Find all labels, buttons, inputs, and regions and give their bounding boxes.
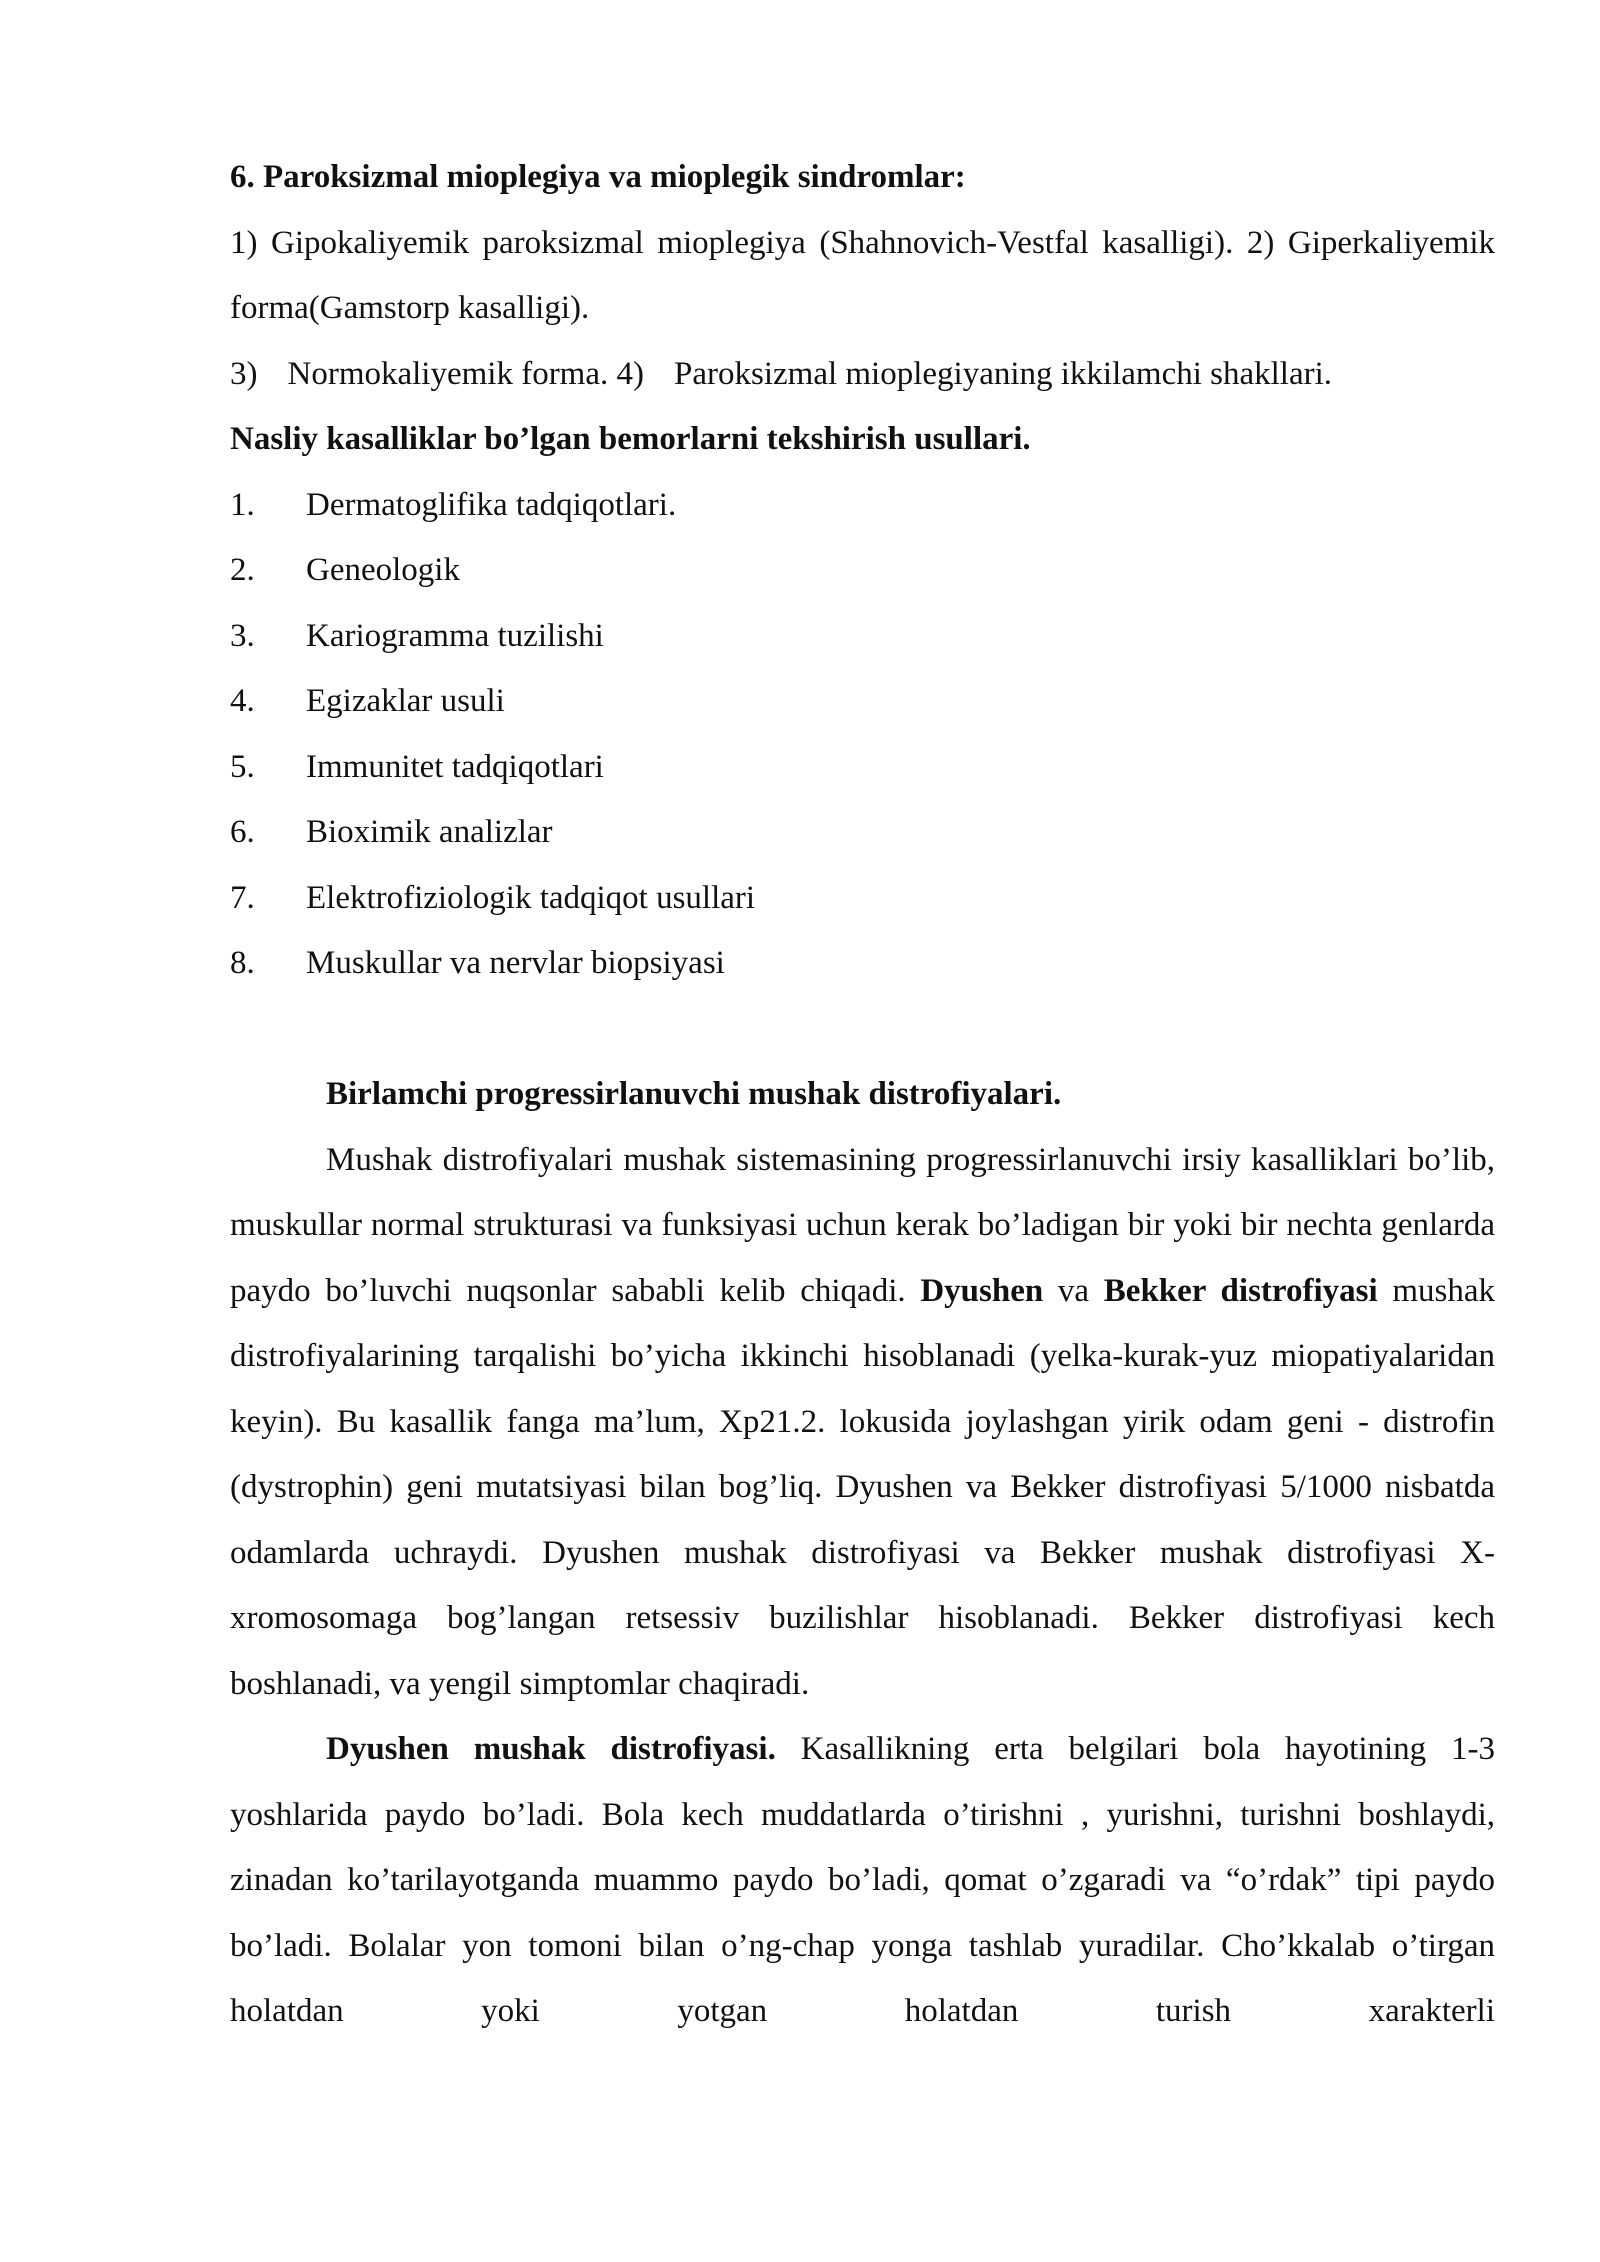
- section-6-item-3-text: Normokaliyemik forma. 4): [287, 355, 644, 392]
- section-6-item-3-num: 3): [230, 355, 258, 392]
- list-item: 7. Elektrofiziologik tadqiqot usullari: [230, 879, 756, 916]
- term-bekker: Bekker distrofiyasi: [1103, 1272, 1378, 1309]
- list-item: 6. Bioximik analizlar: [230, 814, 553, 850]
- section-6-line-1: 1) Gipokaliyemik paroksizmal mioplegiya (Shahnovich-Vestfal kasalligi). 2) Giperkaliyemik forma(Gamstorp kasalligi).: [230, 224, 1495, 326]
- dystrophy-heading: Birlamchi progressirlanuvchi mushak distrofiyalari.: [326, 1076, 1062, 1112]
- list-item: 8. Muskullar va nervlar biopsiyasi: [230, 945, 725, 981]
- section-6-line-2: [230, 342, 1495, 408]
- section-6-heading: 6. Paroksizmal mioplegiya va mioplegik sindromlar:: [230, 159, 966, 195]
- term-dyushen: Dyushen: [920, 1272, 1044, 1309]
- dystrophy-paragraph-1: Mushak distrofiyalari mushak sistemasining progressirlanuvchi irsiy kasalliklari bo’lib, muskullar normal strukturasi va funksiyasi uchun kerak bo’ladigan bir yoki bir nechta genlarda paydo bo’luvchi nuqsonlar sababli kelib chiqadi. Dyushen va Bekker distrofiyasi mushak distrofiyalarining tarqalishi bo’yicha ikkinchi hisoblanadi (yelka-kurak-yuz miopatiyalaridan keyin). Bu kasallik fanga ma’lum, Xp21.2. lokusida joylashgan yirik odam geni - distrofin (dystrophin) geni mutatsiyasi bilan bog’liq. Dyushen va Bekker distrofiyasi 5/1000 nisbatda odamlarda uchraydi. Dyushen mushak distrofiyasi va Bekker mushak distrofiyasi X-xromosomaga bog’langan retsessiv buzilishlar hisoblanadi. Bekker distrofiyasi kech boshlanadi, va yengil simptomlar chaqiradi.: [230, 1141, 1495, 1702]
- dyushen-subheading: Dyushen mushak distrofiyasi.: [326, 1731, 776, 1767]
- list-item: 4. Egizaklar usuli: [230, 683, 505, 719]
- list-item: 5. Immunitet tadqiqotlari: [230, 748, 604, 785]
- section-6-item-4-text: Paroksizmal mioplegiyaning ikkilamchi shakllari.: [674, 355, 1333, 392]
- list-item: 2. Geneologik: [230, 552, 460, 588]
- list-item: 1. Dermatoglifika tadqiqotlari.: [230, 486, 677, 523]
- dystrophy-paragraph-2: Dyushen mushak distrofiyasi. Kasallikning erta belgilari bola hayotining 1-3 yoshlarida paydo bo’ladi. Bola kech muddatlarda o’tirishni , yurishni, turishni boshlaydi, zinadan ko’tarilayotganda muammo paydo bo’ladi, qomat o’zgaradi va “o’rdak” tipi paydo bo’ladi. Bolalar yon tomoni bilan o’ng-chap yonga tashlab yuradilar. Cho’kkalab o’tirgan holatdan yoki yotgan holatdan turish xarakterli: [230, 1731, 1496, 2029]
- methods-list: [230, 473, 1495, 997]
- methods-heading: Nasliy kasalliklar bo’lgan bemorlarni tekshirish usullari.: [230, 421, 1031, 457]
- list-item: 3. Kariogramma tuzilishi: [230, 617, 604, 654]
- paragraph-gap: [230, 997, 1495, 1063]
- document-page: [230, 145, 1495, 2045]
